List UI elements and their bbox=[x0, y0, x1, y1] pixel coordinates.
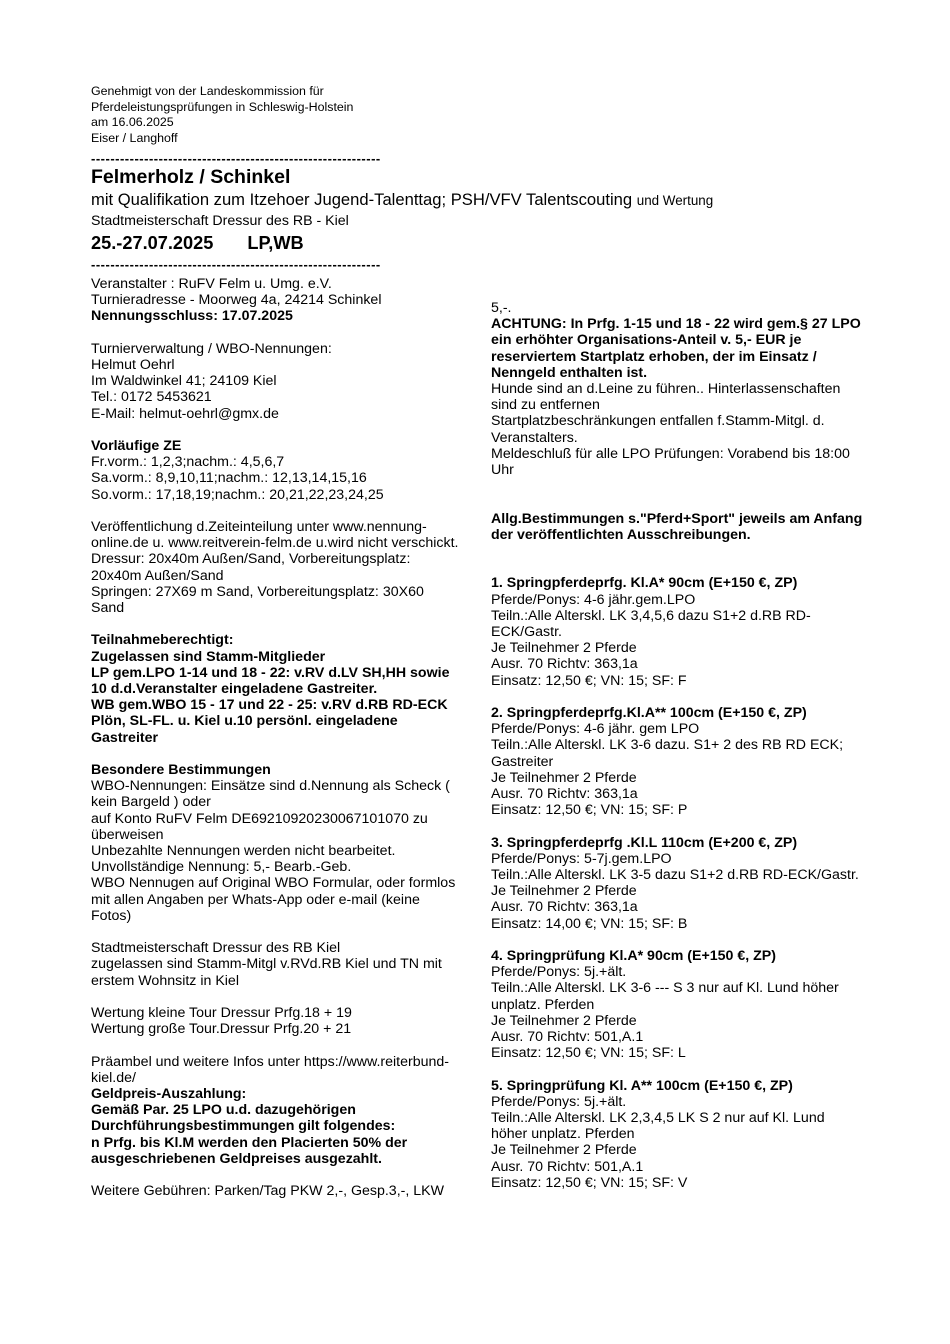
event-dates bbox=[91, 233, 304, 254]
subtitle-small: und Wertung bbox=[636, 193, 714, 208]
competition-title: 3. Springpferdeprfg .Kl.L 110cm (E+200 €, ZP) bbox=[491, 834, 798, 851]
arena-line: Springen: 27X69 m Sand, Vorbereitungsplatz: 30X60 bbox=[91, 583, 424, 600]
competition-line: Ausr. 70 Richtv: 501,A.1 bbox=[491, 1158, 644, 1175]
special-rule-line: mit allen Angaben per Whats-App oder e-mail (keine bbox=[91, 891, 420, 908]
competition-line: ECK/Gastr. bbox=[491, 624, 562, 641]
competition-title: 4. Springprüfung Kl.A* 90cm (E+150 €, ZP) bbox=[491, 948, 776, 965]
notice-line: ACHTUNG: In Prfg. 1-15 und 18 - 22 wird gem.§ 27 LPO bbox=[491, 316, 861, 333]
info-line: Startplatzbeschränkungen entfallen f.Stamm-Mitgl. d. bbox=[491, 413, 825, 430]
fees-continuation: 5,-. bbox=[491, 300, 512, 316]
contact-email: E-Mail: helmut-oehrl@gmx.de bbox=[91, 405, 279, 422]
eligibility-line: Gastreiter bbox=[91, 729, 159, 746]
competition-line: Einsatz: 12,50 €; VN: 15; SF: F bbox=[491, 672, 687, 689]
competition-line: Pferde/Ponys: 5-7j.gem.LPO bbox=[491, 850, 672, 867]
prize-money-line: Geldpreis-Auszahlung: bbox=[91, 1086, 247, 1103]
special-rule-line: WBO-Nennungen: Einsätze sind d.Nennung als Scheck ( bbox=[91, 778, 450, 795]
competition-line: unplatz. Pferden bbox=[491, 996, 595, 1013]
competition-line: höher unplatz. Pferden bbox=[491, 1126, 635, 1143]
contact-name: Helmut Oehrl bbox=[91, 357, 175, 373]
eligibility-line: WB gem.WBO 15 - 17 und 22 - 25: v.RV d.RB RD-ECK bbox=[91, 697, 448, 714]
notice-line: ein erhöhter Organisations-Anteil v. 5,- EUR je bbox=[491, 332, 802, 349]
competition-line: Einsatz: 12,50 €; VN: 15; SF: L bbox=[491, 1045, 686, 1062]
notice-line: reserviertem Startplatz erhoben, der im Einsatz / bbox=[491, 348, 817, 365]
special-rules-title: Besondere Bestimmungen bbox=[91, 762, 271, 779]
eligibility-line: Plön, SL-FL. u. Kiel u.10 persönl. eingeladene bbox=[91, 713, 398, 730]
approval-line: Genehmigt von der Landeskommission für bbox=[91, 84, 324, 98]
preamble-line: Präambel und weitere Infos unter https://www.reiterbund- bbox=[91, 1053, 450, 1070]
info-line: sind zu entfernen bbox=[491, 397, 600, 414]
schedule-line: So.vorm.: 17,18,19;nachm.: 20,21,22,23,24,25 bbox=[91, 486, 384, 503]
scoring-line: Wertung kleine Tour Dressur Prfg.18 + 19 bbox=[91, 1005, 352, 1022]
competition-3 bbox=[491, 835, 871, 932]
organizer: Veranstalter : RuFV Felm u. Umg. e.V. bbox=[91, 276, 332, 292]
right-column bbox=[491, 300, 871, 1191]
approval-block bbox=[91, 84, 353, 146]
competition-line: Teiln.:Alle Alterskl. LK 3-6 --- S 3 nur auf Kl. Lund höher bbox=[491, 980, 839, 997]
competition-title: 5. Springprüfung Kl. A** 100cm (E+150 €, ZP) bbox=[491, 1077, 793, 1094]
competition-line: Ausr. 70 Richtv: 363,1a bbox=[491, 899, 638, 916]
publication-line: Veröffentlichung d.Zeiteinteilung unter www.nennung- bbox=[91, 519, 427, 535]
prize-money-line: n Prfg. bis Kl.M werden den Placierten 50% der bbox=[91, 1134, 408, 1151]
info-line: Veranstalters. bbox=[491, 429, 578, 446]
entry-deadline: Nennungsschluss: 17.07.2025 bbox=[91, 308, 293, 325]
competition-line: Teiln.:Alle Alterskl. LK 2,3,4,5 LK S 2 nur auf Kl. Lund bbox=[491, 1110, 825, 1127]
info-line: Uhr bbox=[491, 462, 514, 479]
special-rule-line: auf Konto RuFV Felm DE69210920230067101070 zu bbox=[91, 810, 428, 827]
eligibility-line: 10 d.d.Veranstalter eingeladene Gastreiter. bbox=[91, 681, 378, 698]
info-line: Meldeschluß für alle LPO Prüfungen: Vorabend bis 18:00 bbox=[491, 445, 850, 462]
schedule-line: Fr.vorm.: 1,2,3;nachm.: 4,5,6,7 bbox=[91, 454, 285, 471]
special-rule-line: Fotos) bbox=[91, 907, 132, 924]
competition-line: Gastreiter bbox=[491, 753, 554, 770]
divider-top: ------------------------------------------------------------ bbox=[91, 151, 381, 166]
page-title: Felmerholz / Schinkel bbox=[91, 166, 291, 188]
eligibility-line: LP gem.LPO 1-14 und 18 - 22: v.RV d.LV SH,HH sowie bbox=[91, 664, 450, 681]
special-rule-line: Unbezahlte Nennungen werden nicht bearbeitet. bbox=[91, 843, 396, 860]
competition-2 bbox=[491, 705, 871, 818]
approval-line: Pferdeleistungsprüfungen in Schleswig-Holstein bbox=[91, 99, 354, 114]
competition-1 bbox=[491, 575, 871, 688]
competition-line: Je Teilnehmer 2 Pferde bbox=[491, 640, 637, 657]
prize-money-line: Gemäß Par. 25 LPO u.d. dazugehörigen bbox=[91, 1102, 356, 1119]
contact-phone: Tel.: 0172 5453621 bbox=[91, 389, 212, 406]
general-rules-line: der veröffentlichten Ausschreibungen. bbox=[491, 526, 751, 543]
prize-money-line: ausgeschriebenen Geldpreises ausgezahlt. bbox=[91, 1150, 382, 1167]
general-rules-line: Allg.Bestimmungen s."Pferd+Sport" jeweils am Anfang bbox=[491, 510, 863, 527]
city-championship-line: Stadtmeisterschaft Dressur des RB Kiel bbox=[91, 940, 341, 957]
competition-line: Je Teilnehmer 2 Pferde bbox=[491, 1142, 637, 1159]
page-subtitle-2: Stadtmeisterschaft Dressur des RB - Kiel bbox=[91, 213, 349, 229]
arena-line: Sand bbox=[91, 600, 125, 617]
competition-line: Je Teilnehmer 2 Pferde bbox=[491, 883, 637, 900]
competition-line: Pferde/Ponys: 5j.+ält. bbox=[491, 1093, 627, 1110]
competition-line: Einsatz: 14,00 €; VN: 15; SF: B bbox=[491, 915, 688, 932]
approval-line: Eiser / Langhoff bbox=[91, 130, 178, 145]
preamble-line: kiel.de/ bbox=[91, 1069, 136, 1086]
competition-line: Ausr. 70 Richtv: 501,A.1 bbox=[491, 1029, 644, 1046]
fees-line: Weitere Gebühren: Parken/Tag PKW 2,-, Gesp.3,-, LKW bbox=[91, 1183, 444, 1200]
city-championship-line: erstem Wohnsitz in Kiel bbox=[91, 972, 239, 989]
competition-5 bbox=[491, 1078, 871, 1191]
competition-line: Pferde/Ponys: 4-6 jähr.gem.LPO bbox=[491, 591, 696, 608]
scoring-line: Wertung große Tour.Dressur Prfg.20 + 21 bbox=[91, 1021, 352, 1038]
administration-label: Turnierverwaltung / WBO-Nennungen: bbox=[91, 340, 332, 357]
arena-line: Dressur: 20x40m Außen/Sand, Vorbereitungsplatz: bbox=[91, 551, 411, 568]
schedule-line: Sa.vorm.: 8,9,10,11;nachm.: 12,13,14,15,16 bbox=[91, 470, 367, 487]
competition-line: Je Teilnehmer 2 Pferde bbox=[491, 769, 637, 786]
left-column bbox=[91, 276, 471, 1199]
venue-address: Turnieradresse - Moorweg 4a, 24214 Schinkel bbox=[91, 292, 382, 309]
arena-line: 20x40m Außen/Sand bbox=[91, 567, 224, 584]
competition-4 bbox=[491, 948, 871, 1061]
event-types: LP,WB bbox=[247, 233, 304, 253]
contact-address: Im Waldwinkel 41; 24109 Kiel bbox=[91, 373, 277, 390]
divider-bottom: ------------------------------------------------------------ bbox=[91, 257, 381, 272]
notice-line: Nenngeld enthalten ist. bbox=[491, 364, 648, 381]
special-rule-line: WBO Nennugen auf Original WBO Formular, oder formlos bbox=[91, 875, 456, 892]
page-subtitle bbox=[91, 190, 713, 210]
publication-line: online.de u. www.reitverein-felm.de u.wird nicht verschickt. bbox=[91, 535, 459, 552]
competition-line: Einsatz: 12,50 €; VN: 15; SF: V bbox=[491, 1174, 688, 1191]
eligibility-line: Zugelassen sind Stamm-Mitglieder bbox=[91, 648, 326, 665]
competition-line: Ausr. 70 Richtv: 363,1a bbox=[491, 656, 638, 673]
schedule-title: Vorläufige ZE bbox=[91, 438, 182, 454]
competition-line: Je Teilnehmer 2 Pferde bbox=[491, 1012, 637, 1029]
competition-title: 1. Springpferdeprfg. Kl.A* 90cm (E+150 €, ZP) bbox=[491, 575, 798, 592]
competition-title: 2. Springpferdeprfg.Kl.A** 100cm (E+150 €, ZP) bbox=[491, 705, 807, 722]
info-line: Hunde sind an d.Leine zu führen.. Hinterlassenschaften bbox=[491, 381, 841, 398]
competition-line: Teiln.:Alle Alterskl. LK 3,4,5,6 dazu S1+2 d.RB RD- bbox=[491, 607, 811, 624]
competition-line: Teiln.:Alle Alterskl. LK 3-5 dazu S1+2 d.RB RD-ECK/Gastr. bbox=[491, 867, 859, 884]
competition-line: Pferde/Ponys: 5j.+ält. bbox=[491, 964, 627, 981]
competition-line: Teiln.:Alle Alterskl. LK 3-6 dazu. S1+ 2 des RB RD ECK; bbox=[491, 737, 844, 754]
competition-line: Einsatz: 12,50 €; VN: 15; SF: P bbox=[491, 802, 688, 819]
competition-line: Pferde/Ponys: 4-6 jähr. gem LPO bbox=[491, 721, 700, 738]
special-rule-line: Unvollständige Nennung: 5,- Bearb.-Geb. bbox=[91, 859, 352, 876]
eligibility-line: Teilnahmeberechtigt: bbox=[91, 632, 234, 649]
dates-text: 25.-27.07.2025 bbox=[91, 233, 214, 253]
city-championship-line: zugelassen sind Stamm-Mitgl v.RVd.RB Kiel und TN mit bbox=[91, 956, 442, 973]
subtitle-main: mit Qualifikation zum Itzehoer Jugend-Talenttag; PSH/VFV Talentscouting bbox=[91, 190, 633, 209]
special-rule-line: kein Bargeld ) oder bbox=[91, 794, 211, 811]
prize-money-line: Durchführungsbestimmungen gilt folgendes: bbox=[91, 1118, 396, 1135]
competition-line: Ausr. 70 Richtv: 363,1a bbox=[491, 786, 638, 803]
special-rule-line: überweisen bbox=[91, 826, 164, 843]
approval-line: am 16.06.2025 bbox=[91, 115, 174, 130]
